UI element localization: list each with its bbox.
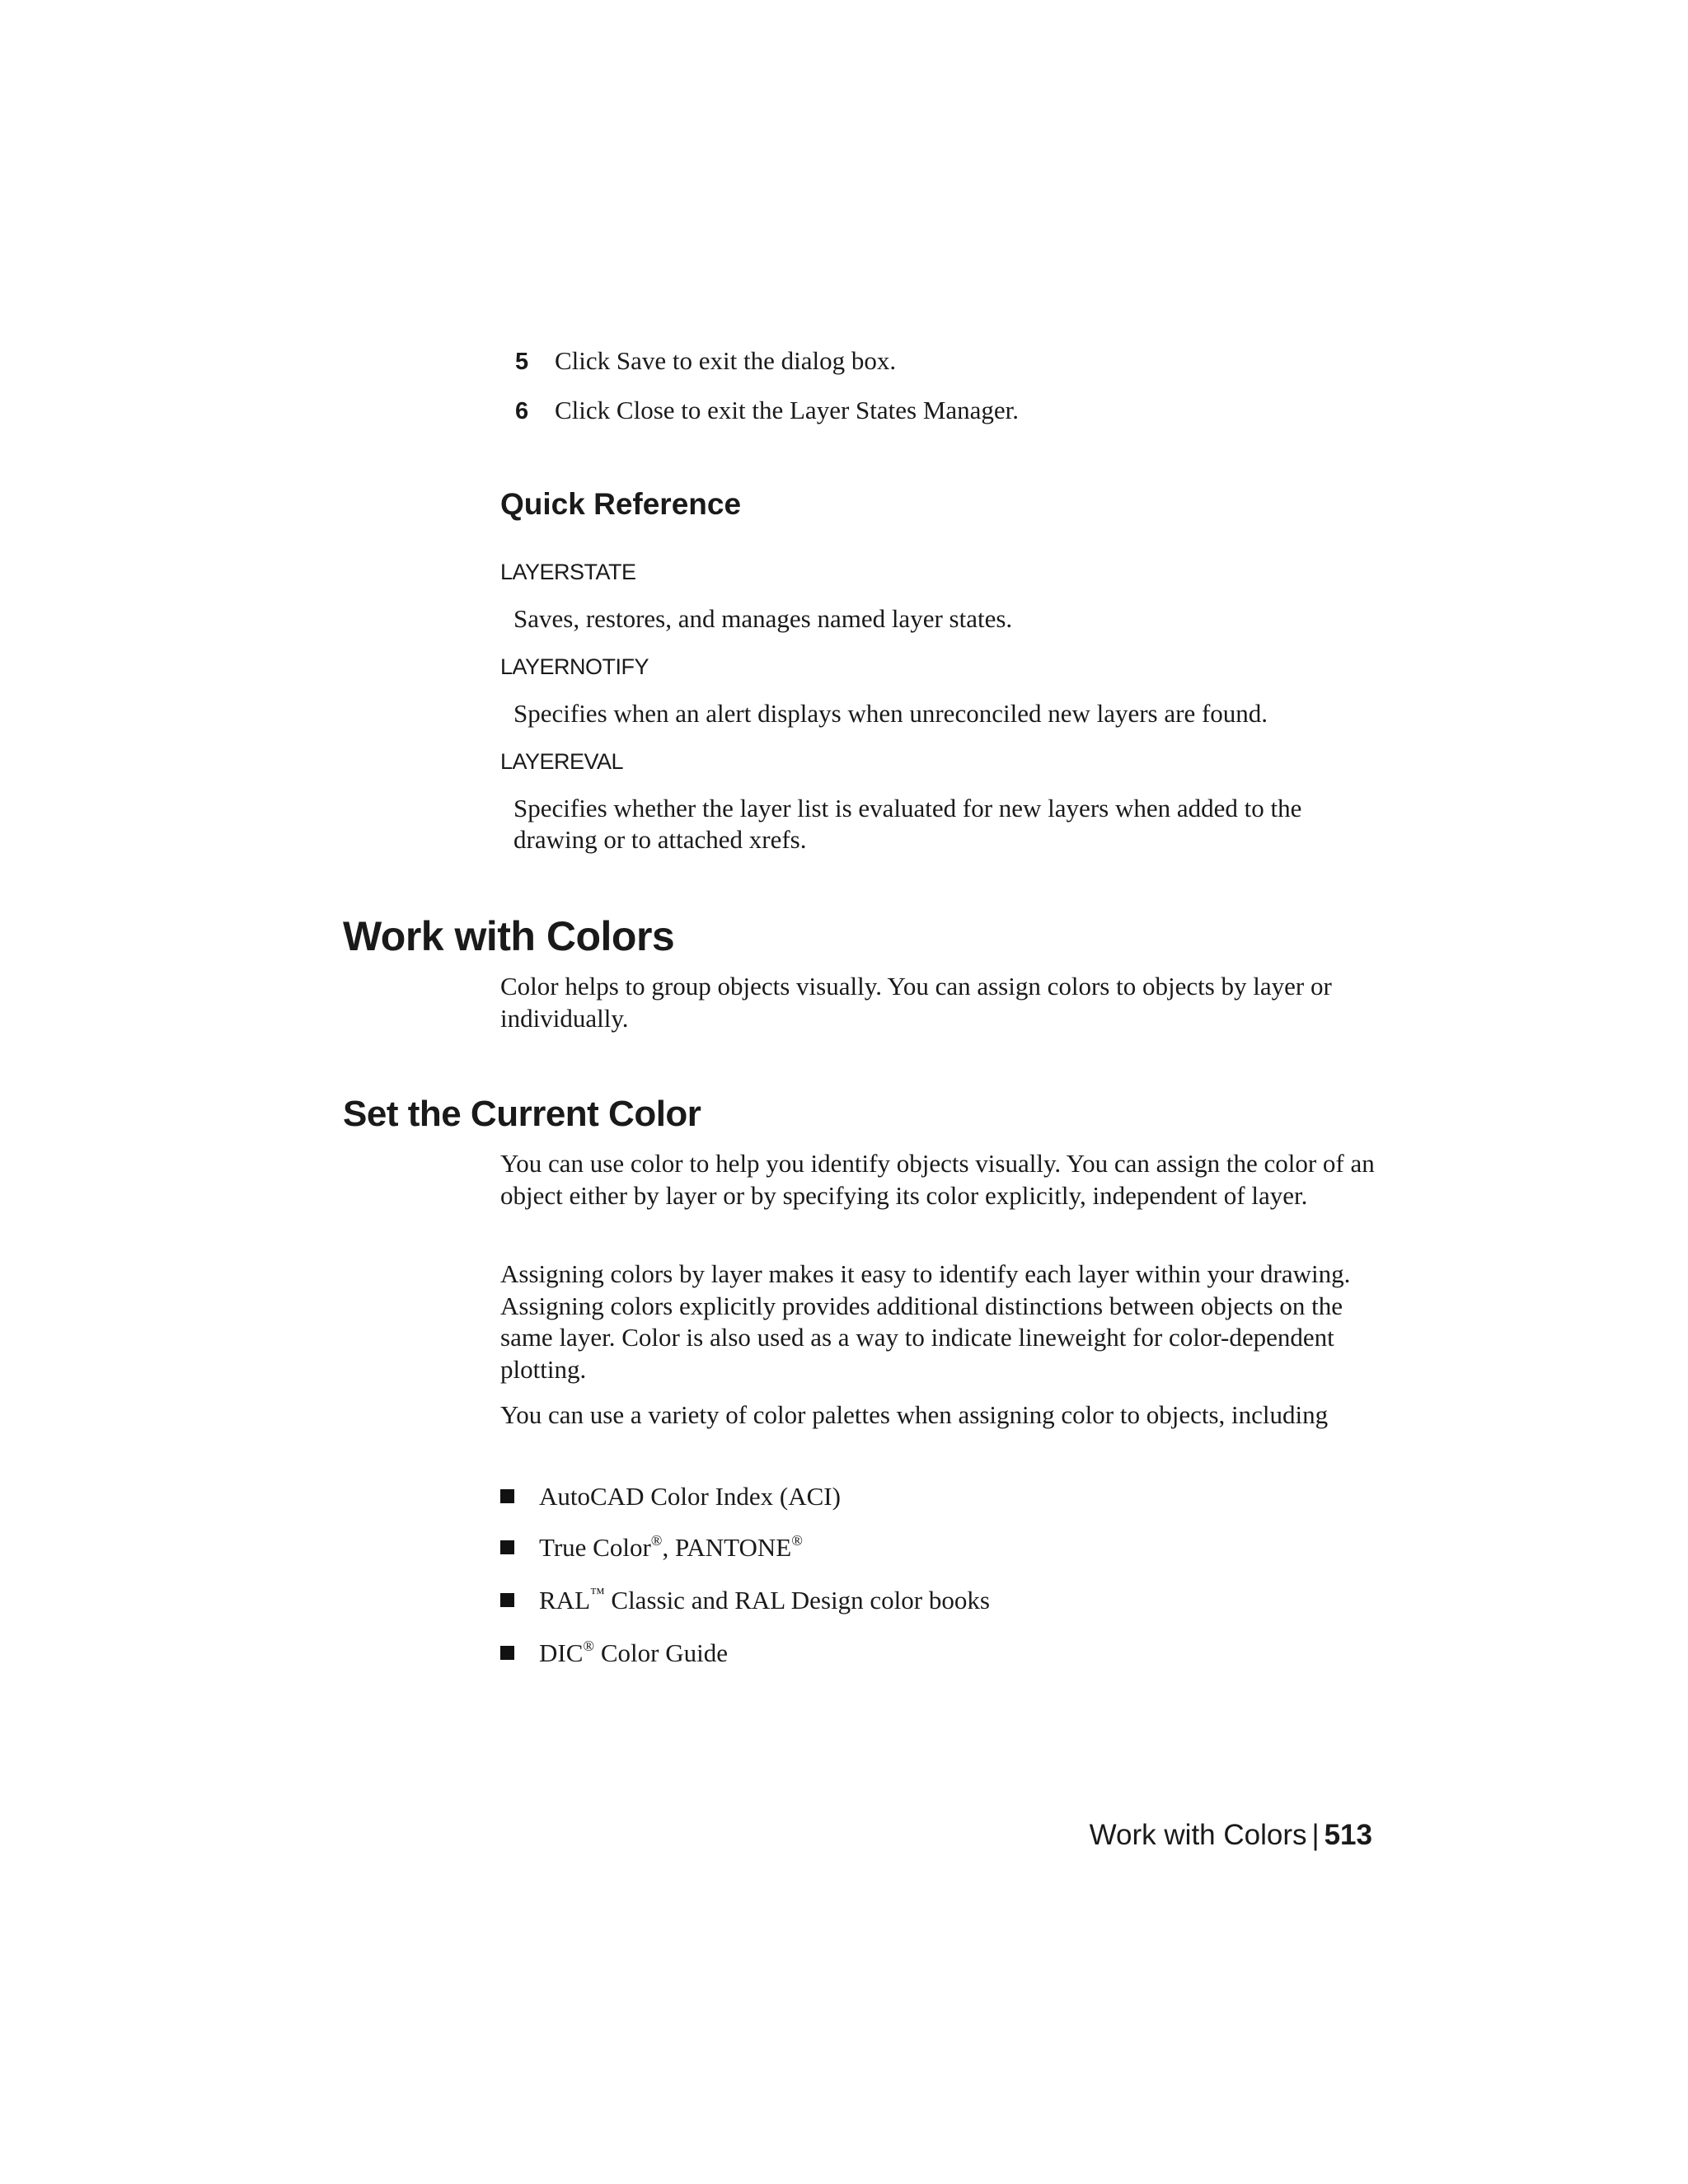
bullet-item-dic: DIC® Color Guide [500,1637,728,1670]
page-number: 513 [1324,1819,1372,1851]
square-bullet-icon [500,1540,514,1554]
command-layernotify-description: Specifies when an alert displays when unreconciled new layers are found. [513,699,1268,728]
step-text: Click Save to exit the dialog box. [555,346,897,375]
step-6 [515,394,1019,428]
step-5 [515,344,896,378]
set-current-color-heading: Set the Current Color [343,1094,701,1134]
square-bullet-icon [500,1489,514,1503]
bullet-item-aci: AutoCAD Color Index (ACI) [500,1480,841,1513]
footer-section-title: Work with Colors [1089,1819,1307,1851]
paragraph: You can use color to help you identify objects visually. You can assign the color of an object either by layer or by specifying its color explicitly, independent of layer. [500,1149,1375,1210]
command-layereval: LAYEREVAL [500,749,624,774]
paragraph: You can use a variety of color palettes when assigning color to objects, including [500,1400,1329,1429]
command-layerstate-description: Saves, restores, and manages named layer states. [513,604,1013,633]
command-layereval-description: Specifies whether the layer list is evaluated for new layers when added to the drawing or to attached xrefs. [513,794,1302,854]
square-bullet-icon [500,1646,514,1660]
square-bullet-icon [500,1593,514,1607]
step-number: 5 [515,349,529,375]
step-text: Click Close to exit the Layer States Manager. [555,396,1020,424]
bullet-item-true-color: True Color®, PANTONE® [500,1531,803,1564]
bullet-item-ral: RAL™ Classic and RAL Design color books [500,1584,990,1617]
work-with-colors-heading: Work with Colors [343,913,675,959]
command-layerstate: LAYERSTATE [500,560,636,584]
footer-separator: | [1311,1819,1320,1851]
step-number: 6 [515,398,529,424]
paragraph: Assigning colors by layer makes it easy to identify each layer within your drawing. Assigning colors explicitly provides additional distinctions between objects on the same layer. Color is also used as a way to indicate lineweight for color-dependent plotting. [500,1259,1351,1384]
page-footer [1090,1817,1372,1854]
command-layernotify: LAYERNOTIFY [500,654,649,679]
work-with-colors-intro: Color helps to group objects visually. You can assign colors to objects by layer or individually. [500,972,1332,1033]
quick-reference-heading: Quick Reference [500,487,742,521]
